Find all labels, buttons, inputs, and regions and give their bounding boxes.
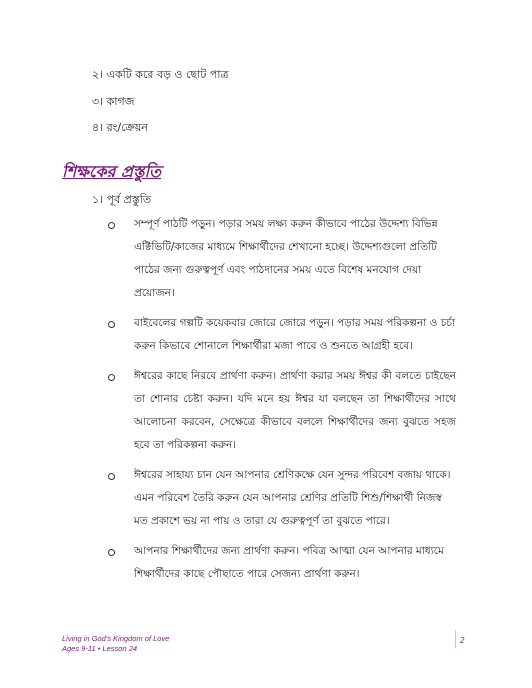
materials-list-item: ৩। কাগজ: [92, 95, 135, 108]
bullet-item: [108, 464, 456, 533]
footer-divider: [455, 630, 456, 648]
materials-list-item: ৪। রং/ক্রেয়ন: [92, 121, 148, 134]
bullet-circle-icon: [108, 321, 115, 328]
section-heading: শিক্ষকের প্রস্তুতি: [62, 162, 162, 181]
bullet-text: সম্পূর্ণ পাঠটি পড়ুন। পড়ার সময় লক্ষ্য করুন কীভাবে পাঠের উদ্দেশ্য বিভিন্ন এক্টিভিটি/কাজের মাধ্যমে শিক্ষার্থীদের শেখানো হচ্ছে। উদ্দেশ্যগুলো প্রতিটি পাঠের জন্য গুরুত্বপূর্ণ এবং পাঠদানের সময় এতে বিশেষ মনযোগ দেয়া প্রয়োজন।: [134, 218, 438, 299]
bullet-circle-icon: [108, 222, 115, 229]
bullet-item: [108, 540, 456, 586]
materials-list-item: ২। একটি করে বড় ও ছোট পাত্র: [92, 68, 229, 81]
footer: [62, 634, 169, 654]
footer-title: Living in God's Kingdom of Love: [62, 634, 170, 643]
bullet-circle-icon: [108, 473, 115, 480]
bullet-item: [108, 312, 456, 358]
bullet-item: [108, 365, 456, 457]
bullet-circle-icon: [108, 549, 115, 556]
footer-subtitle: Ages 9-11 • Lesson 24: [62, 644, 138, 653]
preparation-bullet-list: [108, 213, 456, 593]
bullet-text: ঈশ্বরের কাছে নিরবে প্রার্থণা করুন। প্রার্থণা করার সময় ঈশ্বর কী বলতে চাইছেন তা শোনার চেষ্টা করুন। যদি মনে হয় ঈশ্বর যা বলছেন তা শিক্ষার্থীদের সাথে আলোচনা করবেন, সেক্ষেত্রে কীভাবে বললে শিক্ষার্থীদের জন্য বুঝতে সহজ হবে তা পরিকল্পনা করুন।: [134, 370, 456, 451]
bullet-text: ঈশ্বরের সাহায্য চান যেন আপনার শ্রেণিকক্ষে যেন সুন্দর পরিবেশ বজায় থাকে। এমন পরিবেশ তৈরি করুন যেন আপনার শ্রেণির প্রতিটি শিশু/শিক্ষার্থী নিজস্ব মত প্রকাশে ভয় না পায় ও তারা যে গুরুত্বপূর্ণ তা বুঝতে পারে।: [134, 469, 451, 527]
bullet-circle-icon: [108, 374, 115, 381]
bullet-text: আপনার শিক্ষার্থীদের জন্য প্রার্থণা করুন। পবিত্র আত্মা যেন আপনার মাধ্যমে শিক্ষার্থীদের কাছে পৌছাতে পারে সেজন্য প্রার্থণা করুন।: [134, 545, 444, 580]
sub-heading: ১। পূর্ব প্রস্তুতি: [92, 193, 152, 206]
page-number: 2: [460, 636, 465, 645]
bullet-item: [108, 213, 456, 305]
bullet-text: বাইবেলের গল্পটি কয়েকবার জোরে জোরে পড়ুন। পড়ার সময় পরিকল্পনা ও চর্চা করুন কিভাবে শোনালে শিক্ষার্থীরা মজা পাবে ও শুনতে আগ্রহী হবে।: [134, 317, 456, 352]
